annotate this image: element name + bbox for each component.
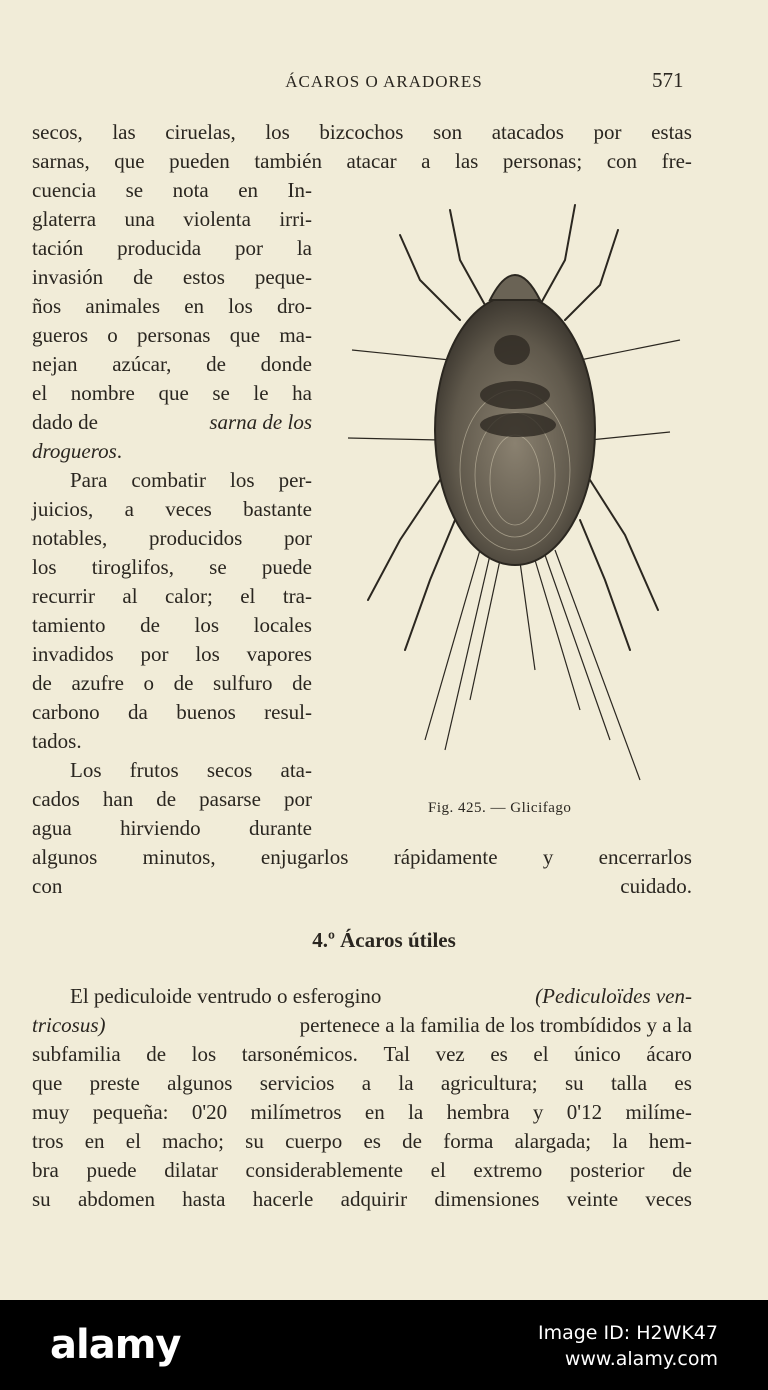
text-line xyxy=(32,205,312,234)
word: tamiento xyxy=(32,613,106,637)
word: dilatar xyxy=(164,1158,218,1182)
word: durante xyxy=(249,816,312,840)
word: su xyxy=(245,1129,264,1153)
word: algunos xyxy=(32,845,98,869)
word: talla xyxy=(610,1071,648,1095)
word: personas xyxy=(137,323,211,347)
text-line xyxy=(32,176,312,205)
page-number: 571 xyxy=(652,68,684,92)
word: considerablemente xyxy=(245,1158,403,1182)
word: Para xyxy=(70,468,108,492)
word: agua xyxy=(32,816,72,840)
word: servicios xyxy=(259,1071,335,1095)
text-line xyxy=(32,1098,692,1127)
word: hem- xyxy=(648,1129,692,1153)
text-line xyxy=(32,495,312,524)
word: peque- xyxy=(254,265,312,289)
word: gueros xyxy=(32,323,88,347)
word: las xyxy=(112,120,136,144)
word: es xyxy=(674,1071,692,1095)
mite-head xyxy=(490,275,540,300)
word: macho; xyxy=(162,1129,224,1153)
text-line xyxy=(32,1127,692,1156)
text-line xyxy=(32,524,312,553)
word: tiroglifos, xyxy=(91,555,174,579)
text-line: tados. xyxy=(32,729,82,753)
word: Los xyxy=(70,758,102,782)
word: pasarse xyxy=(199,787,261,811)
word: estos xyxy=(182,265,225,289)
word: agricultura; xyxy=(440,1071,538,1095)
text-line xyxy=(32,466,312,495)
word: abdomen xyxy=(77,1187,155,1211)
word: ácaro xyxy=(646,1042,692,1066)
word: se xyxy=(212,381,230,405)
word: violenta xyxy=(183,207,251,231)
word: en xyxy=(364,1100,385,1124)
text-line xyxy=(32,698,312,727)
word: per- xyxy=(278,468,312,492)
word: el xyxy=(430,1158,446,1182)
section-paragraph xyxy=(32,982,692,1214)
word: veces xyxy=(165,497,212,521)
word: también xyxy=(254,149,322,173)
word: son xyxy=(432,120,463,144)
word: algunos xyxy=(167,1071,233,1095)
text-line: drogueros . xyxy=(32,437,312,466)
word: sulfuro xyxy=(213,671,273,695)
word: la xyxy=(408,1100,424,1124)
word: por xyxy=(234,236,263,260)
word: veinte xyxy=(566,1187,619,1211)
word: su xyxy=(564,1071,584,1095)
italic-term: (Pediculoïdes ven- xyxy=(535,984,692,1008)
word: rápidamente xyxy=(393,845,498,869)
word: calor; xyxy=(164,584,213,608)
word: fre- xyxy=(661,149,692,173)
word: nota xyxy=(172,178,209,202)
word: bra xyxy=(32,1158,59,1182)
word: de xyxy=(32,671,52,695)
word: frutos xyxy=(129,758,179,782)
word: da xyxy=(128,700,148,724)
word: tros xyxy=(32,1129,64,1153)
word: ata- xyxy=(280,758,312,782)
text-line xyxy=(32,147,692,176)
word: adquirir xyxy=(340,1187,408,1211)
text-line xyxy=(32,1040,692,1069)
word: a xyxy=(421,149,431,173)
word: enjugarlos xyxy=(260,845,349,869)
word: glaterra xyxy=(32,207,97,231)
figure-caption: Fig. 425. — Glicifago xyxy=(428,800,572,816)
word: con xyxy=(32,874,63,898)
word: 0'12 xyxy=(566,1100,603,1124)
word: de xyxy=(146,1042,167,1066)
word: bastante xyxy=(243,497,312,521)
word: han xyxy=(102,787,134,811)
word: producidos xyxy=(148,526,243,550)
word: invadidos xyxy=(32,642,114,666)
word: vez xyxy=(435,1042,465,1066)
word: el xyxy=(32,381,48,405)
text-line xyxy=(32,292,312,321)
text-line xyxy=(32,611,312,640)
word: por xyxy=(283,787,312,811)
word: los xyxy=(265,120,290,144)
word: con xyxy=(606,149,638,173)
word: donde xyxy=(260,352,312,376)
text-line xyxy=(32,234,312,263)
text-line xyxy=(32,582,312,611)
word: de xyxy=(156,787,177,811)
word: los xyxy=(230,468,255,492)
word: hembra xyxy=(446,1100,510,1124)
word: ha xyxy=(292,381,312,405)
word: irri- xyxy=(279,207,312,231)
word: por xyxy=(593,120,622,144)
word: los xyxy=(228,294,253,318)
text-line xyxy=(32,1156,692,1185)
word: el xyxy=(125,1129,141,1153)
site-url: www.alamy.com xyxy=(564,1348,718,1370)
word: a xyxy=(361,1071,372,1095)
word: tarsonémicos. xyxy=(241,1042,358,1066)
word: cados xyxy=(32,787,80,811)
word: es xyxy=(363,1129,381,1153)
word: dimensiones xyxy=(434,1187,540,1211)
word: pequeña: xyxy=(92,1100,169,1124)
word: hasta xyxy=(182,1187,226,1211)
word: alargada; xyxy=(514,1129,592,1153)
word: tra- xyxy=(282,584,312,608)
text-line xyxy=(32,321,312,350)
word: por xyxy=(140,642,169,666)
word: se xyxy=(125,178,144,202)
word: muy xyxy=(32,1100,70,1124)
word: extremo xyxy=(473,1158,543,1182)
word: producida xyxy=(117,236,202,260)
word: la xyxy=(296,236,312,260)
word: bizcochos xyxy=(319,120,404,144)
word: forma xyxy=(443,1129,494,1153)
word: pueden xyxy=(169,149,230,173)
word: sarnas, xyxy=(32,149,90,173)
word: cuerpo xyxy=(285,1129,343,1153)
word: buenos xyxy=(176,700,236,724)
word: en xyxy=(84,1129,105,1153)
word: y xyxy=(542,845,554,869)
word: al xyxy=(122,584,138,608)
text-line: tricosus) pertenece a la familia de los trombídidos y a la xyxy=(32,1011,692,1040)
word: único xyxy=(574,1042,621,1066)
word: secos xyxy=(206,758,253,782)
word: las xyxy=(455,149,479,173)
word: vapores xyxy=(246,642,312,666)
word: personas; xyxy=(502,149,583,173)
word: azúcar, xyxy=(112,352,172,376)
word: ños xyxy=(32,294,62,318)
text-line xyxy=(32,263,312,292)
word: In- xyxy=(287,178,312,202)
word: que xyxy=(32,1071,63,1095)
text-line xyxy=(32,872,692,901)
word: veces xyxy=(645,1187,692,1211)
word: se xyxy=(209,555,227,579)
word: Tal xyxy=(383,1042,410,1066)
word: de xyxy=(206,352,226,376)
text-line xyxy=(32,669,312,698)
word: cuidado. xyxy=(620,874,692,898)
left-column-text xyxy=(32,176,312,843)
text-line: dado de sarna de los xyxy=(32,408,312,437)
word: secos, xyxy=(32,120,83,144)
word: carbono xyxy=(32,700,100,724)
text-line xyxy=(32,814,312,843)
text-line xyxy=(32,756,312,785)
text-line xyxy=(32,843,692,872)
word: de xyxy=(402,1129,422,1153)
word: atacar xyxy=(346,149,397,173)
word: el xyxy=(533,1042,549,1066)
word: el xyxy=(240,584,256,608)
text-line xyxy=(32,1069,692,1098)
word: invasión xyxy=(32,265,104,289)
word: milíme- xyxy=(625,1100,692,1124)
word: hacerle xyxy=(252,1187,314,1211)
word: nejan xyxy=(32,352,78,376)
word: los xyxy=(194,613,220,637)
italic-term: drogueros xyxy=(32,439,117,463)
word: o xyxy=(143,671,154,695)
word: tación xyxy=(32,236,84,260)
word: puede xyxy=(86,1158,137,1182)
word: los xyxy=(191,1042,217,1066)
word: que xyxy=(229,323,261,347)
word: y xyxy=(532,1100,544,1124)
word: de xyxy=(173,671,194,695)
word: estas xyxy=(651,120,692,144)
word: hirviendo xyxy=(120,816,201,840)
italic-term: tricosus) xyxy=(32,1013,106,1037)
word: minutos, xyxy=(142,845,216,869)
word: le xyxy=(253,381,269,405)
text-line: El pediculoide ventrudo o esferogino (Pediculoïdes ven- xyxy=(32,982,692,1011)
word: en xyxy=(238,178,259,202)
text-line xyxy=(32,553,312,582)
word: los xyxy=(195,642,220,666)
word: su xyxy=(32,1187,51,1211)
word: que xyxy=(114,149,145,173)
image-id: Image ID: H2WK47 xyxy=(537,1322,718,1344)
word: por xyxy=(284,526,312,550)
word: combatir xyxy=(131,468,206,492)
word: en xyxy=(184,294,205,318)
word: o xyxy=(107,323,118,347)
word: atacados xyxy=(491,120,564,144)
word: resul- xyxy=(264,700,312,724)
word: a xyxy=(124,497,134,521)
word: subfamilia xyxy=(32,1042,121,1066)
word: preste xyxy=(89,1071,140,1095)
word: la xyxy=(398,1071,414,1095)
word: de xyxy=(140,613,160,637)
word: que xyxy=(158,381,189,405)
word: puede xyxy=(261,555,312,579)
word: animales xyxy=(85,294,161,318)
word: de xyxy=(292,671,312,695)
word: juicios, xyxy=(32,497,94,521)
alamy-logo: alamy xyxy=(50,1322,181,1368)
word: locales xyxy=(253,613,312,637)
text-line xyxy=(32,350,312,379)
word: ma- xyxy=(279,323,312,347)
word: recurrir xyxy=(32,584,95,608)
running-header: ÁCAROS O ARADORES xyxy=(285,72,483,91)
section-heading: 4.º Ácaros útiles xyxy=(312,928,456,952)
image-info xyxy=(538,1320,718,1372)
word: una xyxy=(124,207,155,231)
mite-illustration xyxy=(340,190,690,790)
word: azufre xyxy=(71,671,124,695)
glicifago-drawing xyxy=(340,190,690,790)
text-line xyxy=(32,640,312,669)
word: nombre xyxy=(70,381,135,405)
text-line xyxy=(32,118,692,147)
word: 0'20 xyxy=(191,1100,228,1124)
word: dro- xyxy=(276,294,312,318)
word: ciruelas, xyxy=(165,120,236,144)
word: milímetros xyxy=(250,1100,342,1124)
word: de xyxy=(672,1158,692,1182)
word: notables, xyxy=(32,526,108,550)
word: de xyxy=(133,265,153,289)
word: la xyxy=(612,1129,628,1153)
italic-term: sarna de los xyxy=(209,410,312,434)
stock-footer-bar xyxy=(0,1300,768,1390)
word: cuencia xyxy=(32,178,97,202)
text-line xyxy=(32,785,312,814)
text-line xyxy=(32,379,312,408)
word: es xyxy=(490,1042,508,1066)
word: los xyxy=(32,555,57,579)
text-line xyxy=(32,1185,692,1214)
word: encerrarlos xyxy=(598,845,692,869)
word: posterior xyxy=(569,1158,645,1182)
